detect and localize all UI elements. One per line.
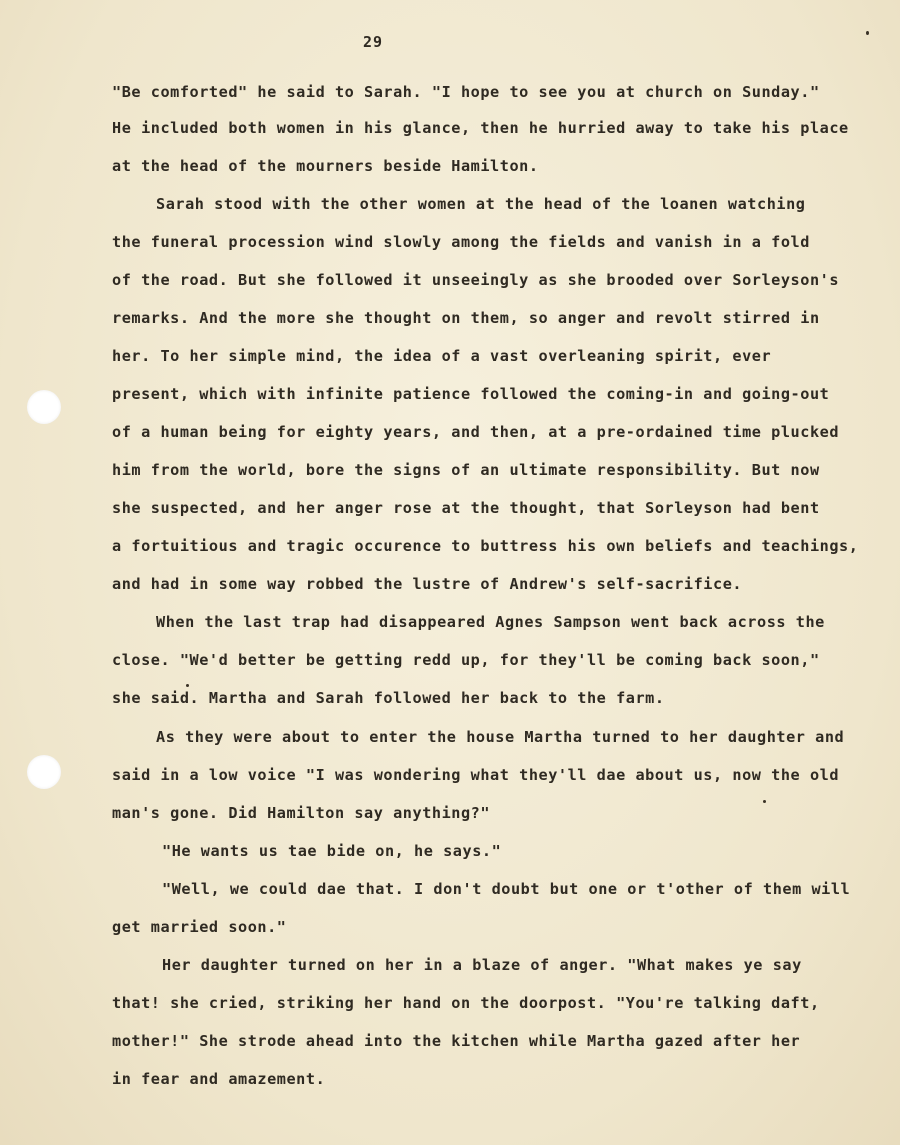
punch-hole (27, 390, 61, 424)
text-line: of a human being for eighty years, and then, at a pre-ordained time plucked (112, 423, 840, 441)
ink-speck (866, 31, 869, 35)
text-line: get married soon." (112, 918, 287, 936)
text-line: a fortuitious and tragic occurence to buttress his own beliefs and teachings, (112, 537, 859, 555)
text-line: said in a low voice "I was wondering what they'll dae about us, now the old (112, 766, 840, 784)
text-line: Sarah stood with the other women at the head of the loanen watching (156, 195, 806, 213)
text-line: He included both women in his glance, then he hurried away to take his place (112, 119, 849, 137)
text-line: "Be comforted" he said to Sarah. "I hope to see you at church on Sunday." (112, 83, 820, 101)
text-line: When the last trap had disappeared Agnes Sampson went back across the (156, 613, 825, 631)
text-line: her. To her simple mind, the idea of a vast overleaning spirit, ever (112, 347, 772, 365)
text-line: "He wants us tae bide on, he says." (162, 842, 502, 860)
ink-speck (763, 800, 766, 803)
text-line: she suspected, and her anger rose at the thought, that Sorleyson had bent (112, 499, 820, 517)
punch-hole (27, 755, 61, 789)
text-line: that! she cried, striking her hand on the doorpost. "You're talking daft, (112, 994, 820, 1012)
text-line: at the head of the mourners beside Hamilton. (112, 157, 539, 175)
text-line: and had in some way robbed the lustre of Andrew's self-sacrifice. (112, 575, 743, 593)
text-line: mother!" She strode ahead into the kitchen while Martha gazed after her (112, 1032, 801, 1050)
text-line: remarks. And the more she thought on them, so anger and revolt stirred in (112, 309, 820, 327)
text-line: As they were about to enter the house Martha turned to her daughter and (156, 728, 845, 746)
text-line: of the road. But she followed it unseeingly as she brooded over Sorleyson's (112, 271, 840, 289)
text-line: in fear and amazement. (112, 1070, 326, 1088)
text-line: close. "We'd better be getting redd up, for they'll be coming back soon," (112, 651, 820, 669)
text-line: she said. Martha and Sarah followed her back to the farm. (112, 689, 665, 707)
text-line: man's gone. Did Hamilton say anything?" (112, 804, 491, 822)
text-line: Her daughter turned on her in a blaze of anger. "What makes ye say (162, 956, 802, 974)
text-line: him from the world, bore the signs of an ultimate responsibility. But now (112, 461, 820, 479)
ink-speck (186, 684, 189, 687)
text-line: present, which with infinite patience followed the coming-in and going-out (112, 385, 830, 403)
page-number: 29 (363, 33, 384, 51)
text-line: "Well, we could dae that. I don't doubt but one or t'other of them will (162, 880, 851, 898)
text-line: the funeral procession wind slowly among the fields and vanish in a fold (112, 233, 810, 251)
